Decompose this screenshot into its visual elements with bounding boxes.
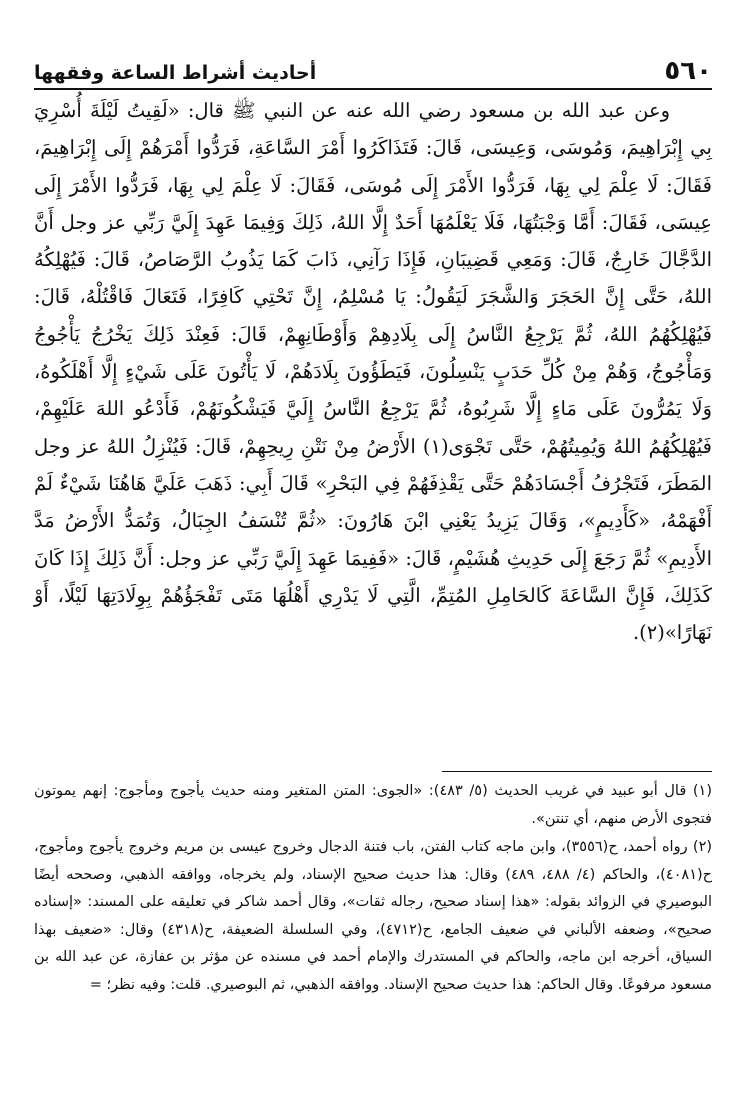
header-divider: [34, 88, 712, 90]
footnote: [34, 778, 712, 833]
hadith-paragraph: [34, 92, 712, 651]
footnote-marker: (١): [692, 783, 713, 799]
hadith-text: [34, 92, 712, 651]
footnote-marker: (٢): [692, 839, 713, 855]
running-title: أحاديث أشراط الساعة وفقهها: [34, 62, 317, 84]
footnote: [34, 834, 712, 999]
page-number: ٥٦٠: [664, 56, 712, 86]
hadith-paragraph-text: وعن عبد الله بن مسعود رضي الله عنه عن النبي ﷺ قال: «لَقِيتُ لَيْلَةَ أُسْرِيَ بِي إِبْرَاهِيمَ، وَمُوسَى، وَعِيسَى، قَالَ: فَتَذَاكَرُوا أَمْرَ السَّاعَةِ، فَرَدُّوا أَمْرَهُمْ إِلَى إِبْرَاهِيمَ، فَقَالَ: لَا عِلْمَ لِي بِهَا، فَرَدُّوا الأَمْرَ إِلَى مُوسَى، فَقَالَ: لَا عِلْمَ لِي بِهَا، فَرَدُّوا الأَمْرَ إِلَى عِيسَى، فَقَالَ: أَمَّا وَجْبَتُهَا، فَلَا يَعْلَمُهَا أَحَدٌ إِلَّا اللهُ، ذَلِكَ وَفِيمَا عَهِدَ إِلَيَّ رَبِّي عز وجل أَنَّ الدَّجَّالَ خَارِجٌ، قَالَ: وَمَعِي قَضِيبَانِ، فَإِذَا رَآنِي، ذَابَ كَمَا يَذُوبُ الرَّصَاصُ، قَالَ: فَيُهْلِكُهُ اللهُ، حَتَّى إِنَّ الحَجَرَ وَالشَّجَرَ لَيَقُولُ: يَا مُسْلِمُ، إِنَّ تَحْتِي كَافِرًا، فَتَعَالَ فَاقْتُلْهُ، قَالَ: فَيُهْلِكُهُمُ اللهُ، ثُمَّ يَرْجِعُ النَّاسُ إِلَى بِلَادِهِمْ وَأَوْطَانِهِمْ، قَالَ: فَعِنْدَ ذَلِكَ يَخْرُجُ يَأْجُوجُ وَمَأْجُوجُ، وَهُمْ مِنْ كُلِّ حَدَبٍ يَنْسِلُونَ، فَيَطَؤُونَ بِلَادَهُمْ، لَا يَأْتُونَ عَلَى شَيْءٍ إِلَّا أَهْلَكُوهُ، وَلَا يَمُرُّونَ عَلَى مَاءٍ إِلَّا شَرِبُوهُ، ثُمَّ يَرْجِعُ النَّاسُ إِلَيَّ فَيَشْكُونَهُمْ، فَأَدْعُو اللهَ عَلَيْهِمْ، فَيُهْلِكُهُمُ اللهُ وَيُمِيتُهُمْ، حَتَّى تَجْوَى(١) الأَرْضُ مِنْ نَتْنِ رِيحِهِمْ، قَالَ: فَيُنْزِلُ اللهُ عز وجل المَطَرَ، فَتَجْرُفُ أَجْسَادَهُمْ حَتَّى يَقْذِفَهُمْ فِي البَحْرِ» قَالَ أَبِي: ذَهَبَ عَلَيَّ هَاهُنَا شَيْءٌ لَمْ أَفْهَمْهُ، «كَأَدِيمٍ»، وَقَالَ يَزِيدُ يَعْنِي ابْنَ هَارُونَ: «ثُمَّ تُنْسَفُ الجِبَالُ، وَتُمَدُّ الأَرْضُ مَدَّ الأَدِيمِ» ثُمَّ رَجَعَ إِلَى حَدِيثِ هُشَيْمٍ، قَالَ: «فَفِيمَا عَهِدَ إِلَيَّ رَبِّي عز وجل: أَنَّ ذَلِكَ إِذَا كَانَ كَذَلِكَ، فَإِنَّ السَّاعَةَ كَالحَامِلِ المُتِمِّ، الَّتِي لَا يَدْرِي أَهْلُهَا مَتَى تَفْجَؤُهُمْ بِوِلَادَتِهَا لَيْلًا، أَوْ نَهَارًا»(٢).: [34, 99, 712, 645]
footnotes: [34, 778, 712, 1000]
footnote-divider: [442, 771, 712, 772]
footnote-text: رواه أحمد، ح(٣٥٥٦)، وابن ماجه كتاب الفتن، باب فتنة الدجال وخروج عيسى بن مريم وخروج يأجوج ومأجوج، ح(٤٠٨١)، والحاكم (٤/ ٤٨٨، ٤٨٩) وقال: هذا حديث صحيح الإسناد، ولم يخرجاه، ووافقه الذهبي، وصححه أيضًا البوصيري في الزوائد بقوله: «هذا إسناد صحيح، رجاله ثقات»، وقال أحمد شاكر في تعليقه على المسند: «إسناده صحيح»، وضعفه الألباني في ضعيف الجامع، ح(٤٧١٢)، وفي السلسلة الضعيفة، ح(٤٣١٨) وقال: «ضعيف بهذا السياق، أخرجه ابن ماجه، والحاكم في المستدرك والإمام أحمد في مسنده عن مؤثر بن عفازة، عن عبد الله بن مسعود مرفوعًا. وقال الحاكم: هذا حديث صحيح الإسناد. ووافقه الذهبي، ثم البوصيري. قلت: وفيه نظر؛ =: [34, 839, 713, 993]
page-header: [34, 46, 712, 86]
footnote-text: قال أبو عبيد في غريب الحديث (٥/ ٤٨٣): «الجوى: المتن المتغير ومنه حديث يأجوج ومأجوج: إنهم يموتون فتجوى الأرض منهم، أي تنتن».: [34, 783, 712, 827]
